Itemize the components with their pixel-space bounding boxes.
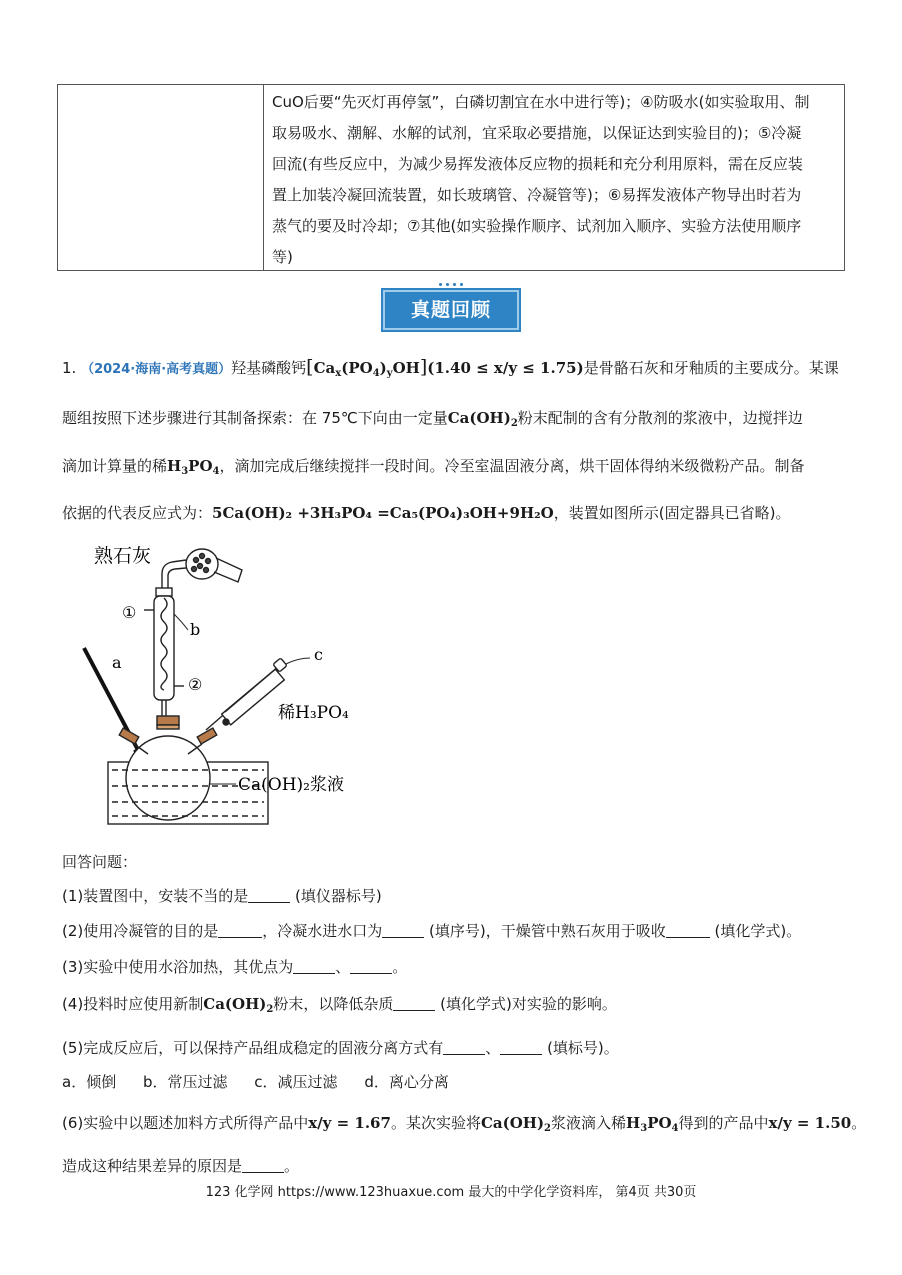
- option-a: a．倾倒: [62, 1073, 117, 1091]
- ratio-value: x/y = 1.67: [308, 1114, 391, 1132]
- answer-blank[interactable]: [248, 888, 290, 903]
- question-source-tag: （2024·海南·高考真题）: [81, 362, 232, 377]
- table-line: 蒸气的要及时冷却；⑦其他(如实验操作顺序、试剂加入顺序、实验方法使用顺序: [272, 217, 802, 235]
- formula-hydroxyapatite: $[Ca_x(PO_4)_yOH]$: [306, 356, 428, 379]
- sub-question-4: (4)投料时应使用新制$Ca(OH)_2$粉末，以降低杂质 (填化学式)对实验的影响。: [62, 995, 617, 1015]
- option-c: c．减压过滤: [254, 1073, 338, 1091]
- sub-question-2: (2)使用冷凝管的目的是 ，冷凝水进水口为 (填序号)，干燥管中熟石灰用于吸收 (填化学式)。: [62, 922, 802, 940]
- formula-caoh2: $Ca(OH)_2$: [203, 995, 274, 1015]
- label-c: c: [314, 645, 323, 664]
- answer-blank[interactable]: [500, 1040, 542, 1055]
- sub-question-5: (5)完成反应后，可以保持产品组成稳定的固液分离方式有 、 (填标号)。: [62, 1039, 619, 1057]
- q1-intro: 羟基磷酸钙: [231, 359, 307, 377]
- answers-header: 回答问题：: [62, 853, 138, 871]
- label-inlet-2: ②: [188, 675, 203, 694]
- table-line: CuO后要“先灭灯再停氢”，白磷切割宜在水中进行等)；④防吸水(如实验取用、制: [272, 93, 810, 111]
- question-number: 1.: [62, 359, 77, 377]
- sub-question-1: (1)装置图中，安装不当的是 (填仪器标号): [62, 887, 382, 905]
- q1-line4-b: ，装置如图所示(固定器具已省略)。: [553, 504, 791, 522]
- option-b: b．常压过滤: [142, 1073, 228, 1091]
- page-footer: 123 化学网 https://www.123huaxue.com 最大的中学化学资料库， 第4页 共30页: [205, 1185, 697, 1200]
- option-list: [62, 1071, 471, 1092]
- answer-blank[interactable]: [393, 996, 435, 1011]
- q1-line3-b: ，滴加完成后继续搅拌一段时间。冷至室温固液分离，烘干固体得纳米级微粉产品。制备: [219, 457, 805, 475]
- q1-line-4: [62, 502, 790, 523]
- q1-line-2: [62, 407, 803, 428]
- q1-line2-b: 粉末配制的含有分散剂的浆液中，边搅拌边: [517, 409, 803, 427]
- label-a: a: [112, 653, 122, 672]
- formula-h3po4: $H_3PO_4$: [626, 1114, 679, 1134]
- sub-question-6: (6)实验中以题述加料方式所得产品中x/y = 1.67。某次实验将$Ca(OH)_2$浆液滴入稀$H_3PO_4$得到的产品中x/y = 1.50。: [62, 1114, 867, 1134]
- table-right-cell: [264, 85, 844, 270]
- sub-question-6-line-2: 造成这种结果差异的原因是 。: [62, 1157, 300, 1175]
- answer-blank[interactable]: [218, 923, 262, 938]
- drying-tube-icon: [162, 549, 242, 590]
- label-dilute-acid: 稀H₃PO₄: [278, 703, 349, 723]
- answer-blank[interactable]: [382, 923, 424, 938]
- sub-question-3: (3)实验中使用水浴加热，其优点为 、 。: [62, 958, 408, 976]
- three-neck-flask-icon: [108, 716, 268, 824]
- answer-blank[interactable]: [293, 959, 335, 974]
- q1-line3-a: 滴加计算量的稀: [62, 457, 168, 475]
- table-line: 置上加装冷凝回流装置，如长玻璃管、冷凝管等)；⑥易挥发液体产物导出时若为: [272, 186, 802, 204]
- q1-intro-end: 是骨骼石灰和牙釉质的主要成分。某课: [583, 359, 839, 377]
- answer-blank[interactable]: [666, 923, 710, 938]
- table-left-cell: [58, 85, 264, 270]
- ratio-value: x/y = 1.50: [768, 1114, 852, 1132]
- apparatus-figure: [78, 540, 368, 830]
- formula-caoh2: $Ca(OH)_2$: [480, 1114, 552, 1134]
- reaction-equation: 5Ca(OH)₂ +3H₃PO₄ =Ca₅(PO₄)₃OH+9H₂O: [212, 504, 554, 522]
- section-banner: [383, 283, 519, 331]
- q1-line-1: [62, 356, 839, 378]
- q1-line2-a: 题组按照下述步骤进行其制备探索：在 75℃下向由一定量: [62, 409, 448, 427]
- condenser-icon: [144, 588, 184, 716]
- formula-caoh2: $Ca(OH)_2$: [447, 409, 518, 429]
- label-slaked-lime: 熟石灰: [94, 545, 152, 567]
- table-line: 等): [272, 248, 293, 266]
- dropping-funnel-icon: [206, 658, 287, 730]
- banner-dots: [423, 283, 479, 289]
- label-b: b: [190, 620, 201, 639]
- answer-blank[interactable]: [242, 1158, 284, 1173]
- q1-line-3: [62, 455, 805, 476]
- section-title: 真题回顾: [383, 290, 519, 330]
- table-line: 回流(有些反应中，为减少易挥发液体反应物的损耗和充分利用原料，需在反应装: [272, 155, 803, 173]
- q1-line4-a: 依据的代表反应式为：: [62, 504, 213, 522]
- formula-h3po4: $H_3PO_4$: [167, 457, 220, 477]
- answer-blank[interactable]: [350, 959, 392, 974]
- ratio-range: (1.40 ≤ x/y ≤ 1.75): [427, 359, 584, 377]
- continuation-table: [57, 84, 845, 271]
- option-d: d．离心分离: [364, 1073, 449, 1091]
- label-slurry: Ca(OH)₂浆液: [238, 775, 344, 795]
- table-line: 取易吸水、潮解、水解的试剂，宜采取必要措施，以保证达到实验目的)；⑤冷凝: [272, 124, 802, 142]
- answer-blank[interactable]: [443, 1040, 485, 1055]
- label-inlet-1: ①: [122, 603, 137, 622]
